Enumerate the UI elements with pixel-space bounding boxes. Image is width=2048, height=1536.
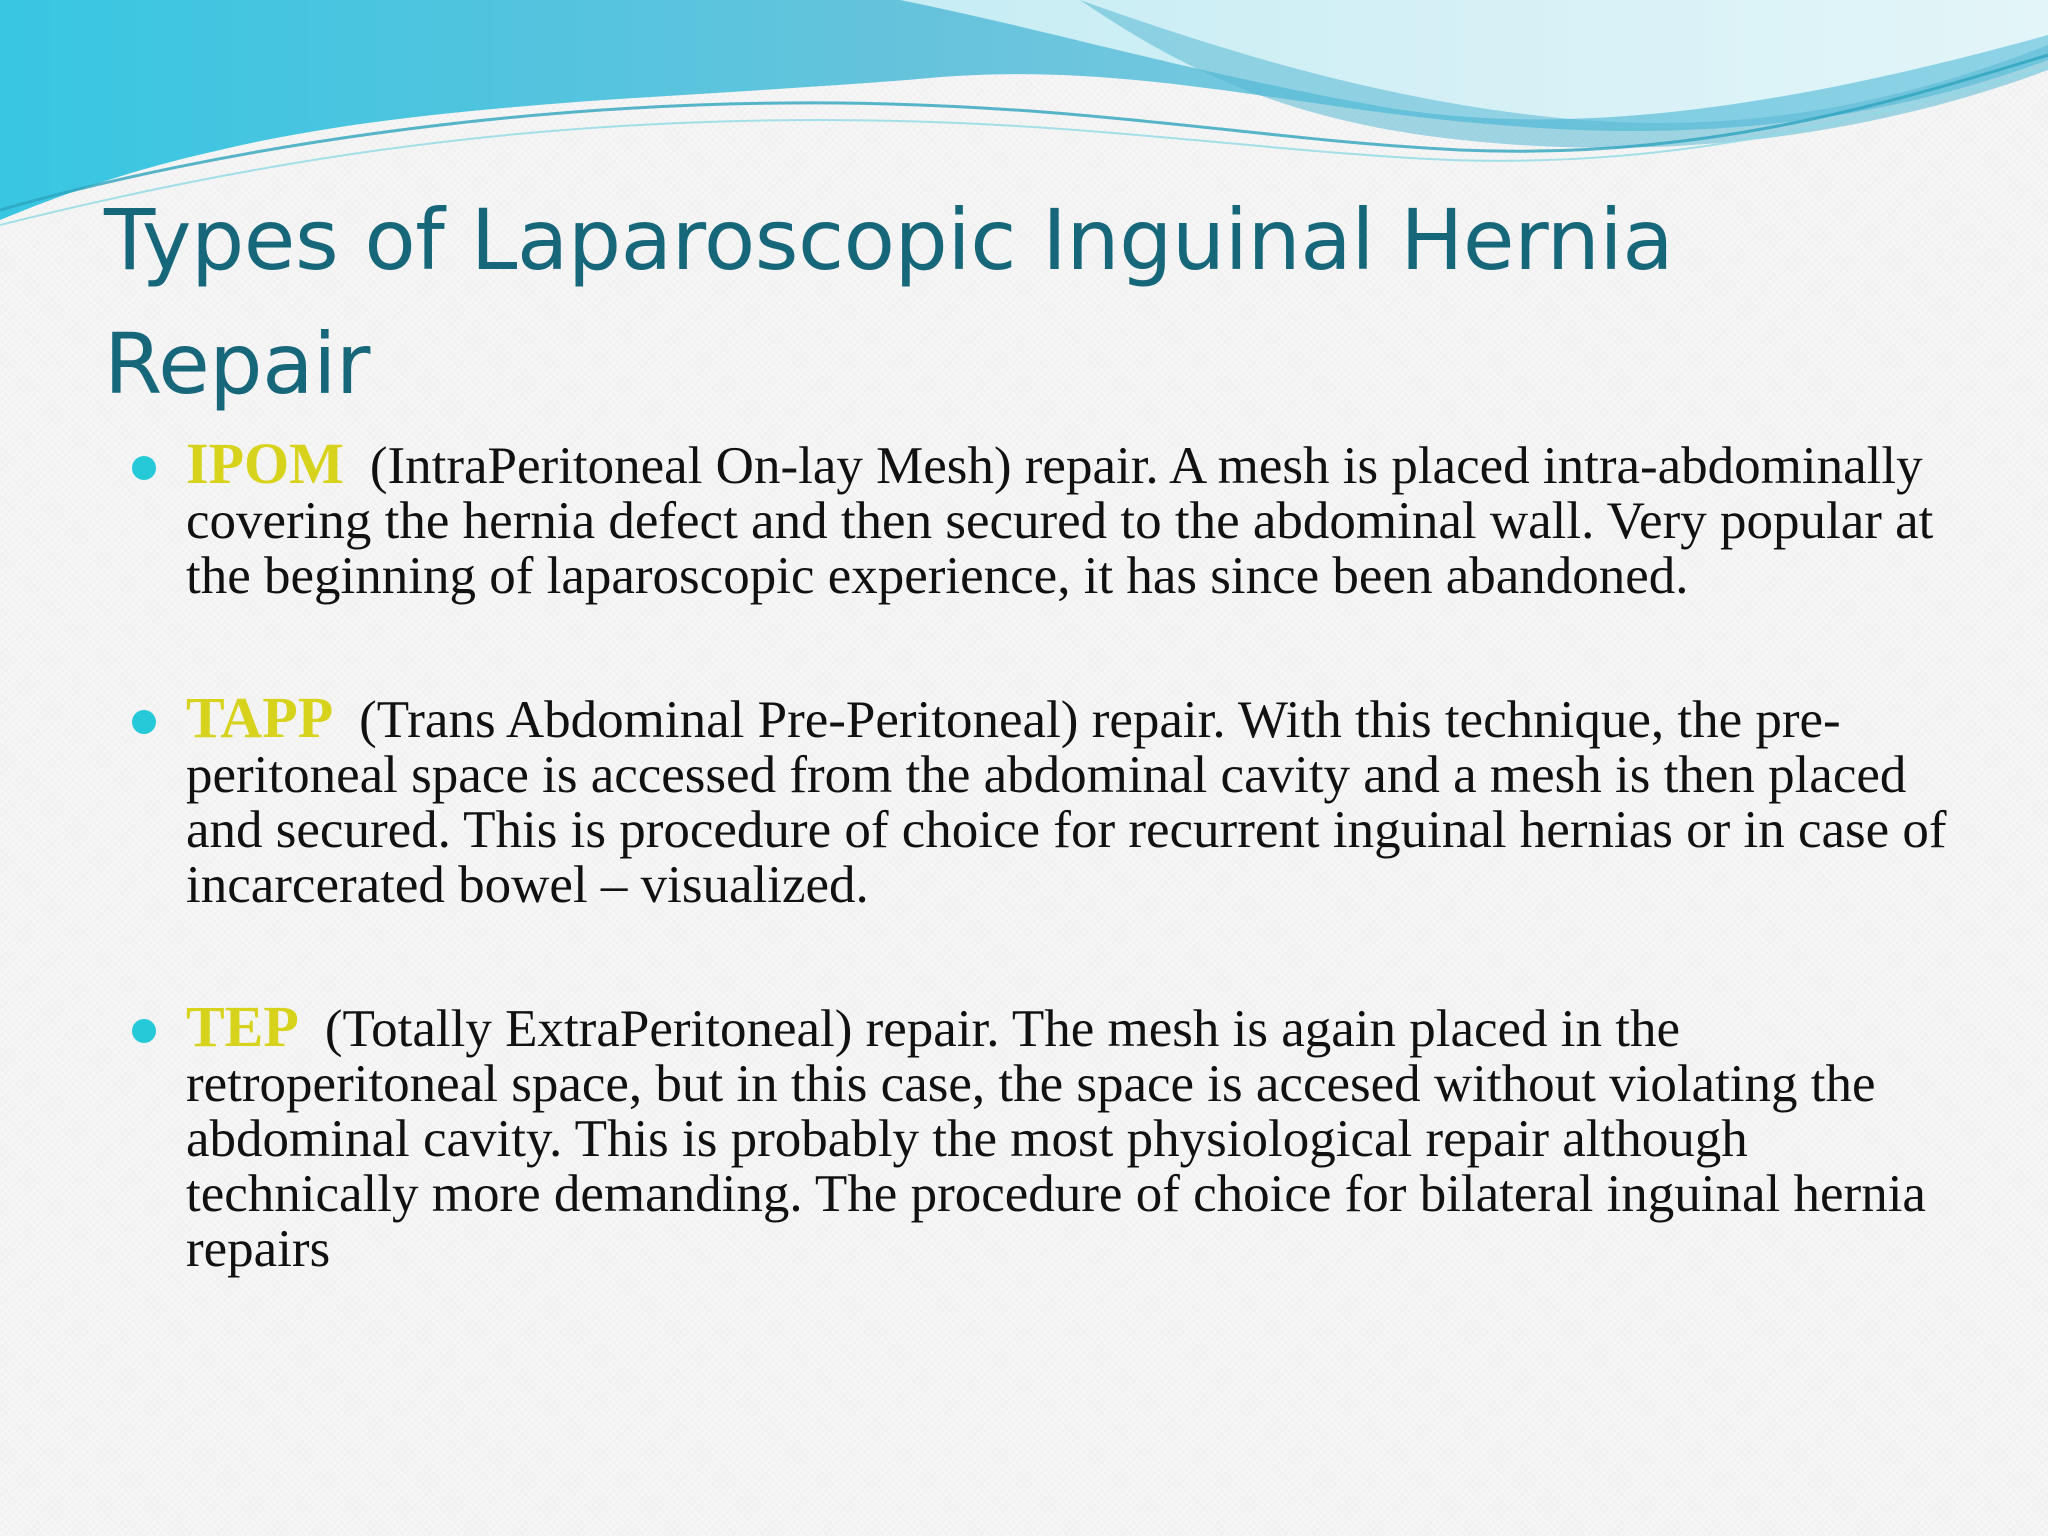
bullet-text: (IntraPeritoneal On-lay Mesh) repair. A mesh is placed intra-abdominally covering the hernia defect and then secured to the abdominal wall. Very popular at the beginning of laparoscopic experience, it has since been abandoned.: [186, 437, 1934, 605]
bullet-term: TAPP: [186, 685, 334, 750]
bullet-dot-icon: [132, 1019, 156, 1043]
bullet-item-tep: [130, 994, 1950, 1278]
bullet-text: (Totally ExtraPeritoneal) repair. The mesh is again placed in the retroperitoneal space, but in this case, the space is accesed without violating the abdominal cavity. This is probably the most physiological repair although technically more demanding. The procedure of choice for bilateral inguinal hernia repairs: [186, 1000, 1926, 1278]
bullet-item-ipom: [130, 431, 1950, 605]
slide-title: Types of Laparoscopic Inguinal Hernia Repair: [104, 191, 1674, 413]
bullet-term: IPOM: [186, 431, 344, 496]
bullet-list: [130, 431, 1950, 1363]
bullet-dot-icon: [132, 456, 156, 480]
bullet-term: TEP: [186, 994, 299, 1059]
bullet-text: (Trans Abdominal Pre-Peritoneal) repair. With this technique, the pre-peritoneal space is accessed from the abdominal cavity and a mesh is then placed and secured. This is procedure of choice for recurrent inguinal hernias or in case of incarcerated bowel – visualized.: [186, 691, 1947, 914]
bullet-dot-icon: [132, 710, 156, 734]
bullet-item-tapp: [130, 685, 1950, 914]
